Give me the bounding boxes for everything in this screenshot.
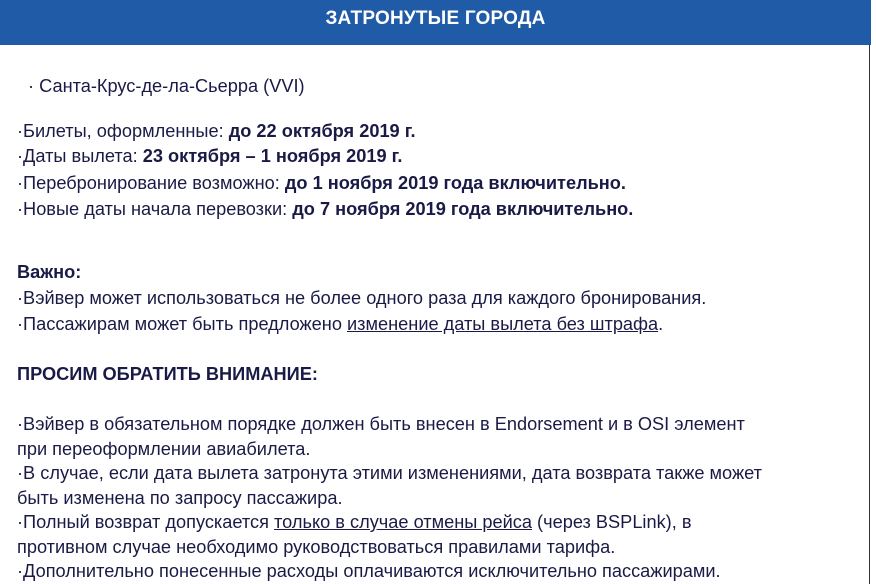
date-change-link[interactable]: изменение даты вылета без штрафа: [347, 314, 659, 334]
tickets-issued-line: [17, 121, 416, 142]
refund-link[interactable]: только в случае отмены рейса: [274, 512, 532, 532]
tickets-issued-label: ·Билеты, оформленные:: [17, 121, 229, 141]
attention-heading: ПРОСИМ ОБРАТИТЬ ВНИМАНИЕ:: [17, 364, 318, 384]
tickets-issued-value: до 22 октября 2019 г.: [228, 121, 416, 141]
departure-dates-value: 23 октября – 1 ноября 2019 г.: [142, 146, 403, 166]
attention-item-endorsement-1: ·Вэйвер в обязательном порядке должен быть внесен в Endorsement и в OSI элемент: [17, 414, 745, 434]
attention-item-return-date-1: ·В случае, если дата вылета затронута этими изменениями, дата возврата также может: [17, 463, 762, 483]
important-item-date-change: [17, 314, 663, 335]
attention-item-refund-2: противном случае необходимо руководствоваться правилами тарифа.: [17, 537, 616, 557]
new-dates-value: до 7 ноября 2019 года включительно.: [292, 199, 634, 219]
attention-item-endorsement-2: при переоформлении авиабилета.: [17, 439, 311, 459]
attention-item-return-date-2: быть изменена по запросу пассажира.: [17, 488, 343, 508]
attention-item-expenses: ·Дополнительно понесенные расходы оплачиваются исключительно пассажирами.: [17, 561, 721, 581]
departure-dates-line: [17, 146, 402, 167]
rebooking-line: [17, 173, 626, 194]
frame-border: [869, 45, 870, 584]
important-heading: Важно:: [17, 262, 82, 282]
new-dates-line: [17, 199, 633, 220]
city-item: · Санта-Крус-де-ла-Сьерра (VVI): [28, 76, 305, 96]
important-item-waiver-once: ·Вэйвер может использоваться не более одного раза для каждого бронирования.: [17, 288, 707, 308]
rebooking-value: до 1 ноября 2019 года включительно.: [284, 173, 626, 193]
rebooking-label: ·Перебронирование возможно:: [17, 173, 285, 193]
departure-dates-label: ·Даты вылета:: [17, 146, 143, 166]
date-change-prefix: ·Пассажирам может быть предложено: [17, 314, 347, 334]
affected-cities-header: ЗАТРОНУТЫЕ ГОРОДА: [0, 0, 871, 45]
date-change-suffix: .: [658, 314, 664, 334]
refund-prefix: ·Полный возврат допускается: [17, 512, 275, 532]
attention-item-refund-1: [17, 512, 692, 533]
refund-suffix: (через BSPLink), в: [532, 512, 692, 532]
new-dates-label: ·Новые даты начала перевозки:: [17, 199, 293, 219]
